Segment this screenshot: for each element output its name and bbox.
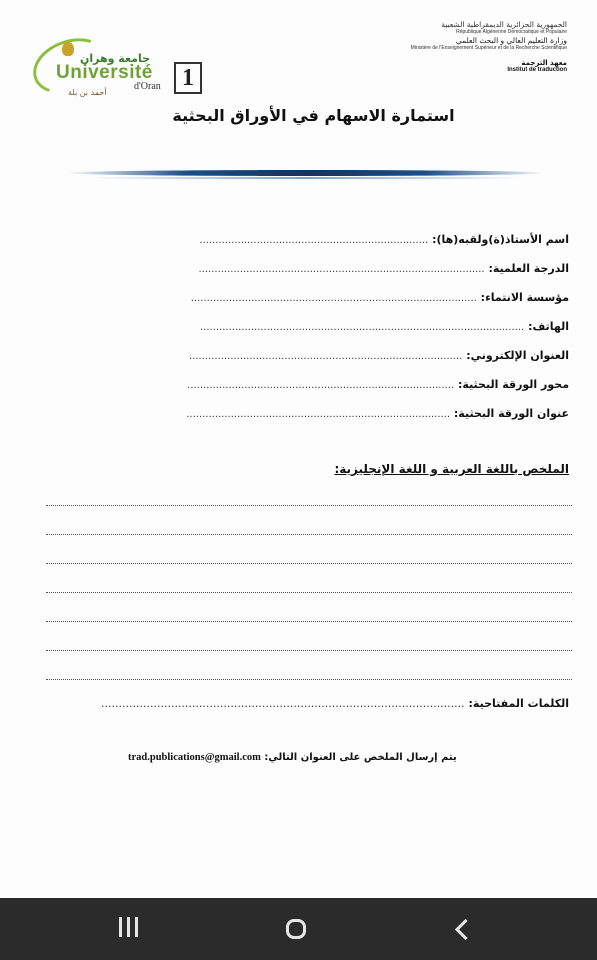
back-button[interactable]	[442, 912, 482, 946]
send-text: يتم إرسال الملخص على العنوان التالي:	[264, 752, 457, 763]
home-button[interactable]	[276, 912, 316, 946]
summary-line	[46, 592, 572, 593]
page-title: استمارة الاسهام في الأوراق البحثية	[172, 106, 455, 125]
field-dots: ......................................................................................................	[199, 322, 525, 333]
ministry-fr: Ministère de l'Enseignement Supérieur et de la Recherche Scientifique	[410, 45, 567, 51]
logo-number: 1	[174, 62, 202, 94]
recents-button[interactable]	[108, 912, 148, 946]
field-paper-title	[186, 407, 569, 420]
field-label: اسم الأستاذ(ة)ولقبه(ها):	[432, 233, 569, 246]
summary-heading: الملخص باللغة العربية و اللغة الإنجليزية:	[334, 462, 569, 476]
republic-ar: الجمهورية الجزائرية الديمقراطية الشعبية	[441, 20, 567, 29]
summary-line	[46, 679, 572, 680]
email-address: trad.publications@gmail.com	[128, 752, 261, 763]
logo-arabic-name: جامعة وهران	[80, 52, 151, 65]
field-keywords	[101, 697, 569, 710]
institute-ar: معهد الترجمة	[521, 59, 567, 67]
field-paper-axis	[187, 378, 569, 391]
field-label: الهاتف:	[528, 320, 569, 333]
android-navigation-bar	[0, 898, 597, 960]
keywords-label: الكلمات المفتاحية:	[468, 697, 569, 710]
keywords-dots: ........................................................................................................	[101, 697, 465, 710]
field-label: مؤسسة الانتماء:	[480, 291, 569, 304]
institute-fr: Institut de traduction	[507, 67, 567, 73]
summary-line	[46, 650, 572, 651]
decorative-divider	[66, 170, 546, 176]
university-logo	[32, 32, 202, 102]
field-label: العنوان الإلكتروني:	[466, 349, 569, 362]
field-email	[189, 349, 569, 362]
field-professor-name	[199, 233, 569, 246]
field-dots: ........................................................................	[199, 235, 429, 246]
send-instruction	[128, 752, 457, 763]
logo-university: Université	[56, 62, 153, 83]
official-header	[327, 20, 567, 73]
recents-icon	[116, 917, 140, 941]
field-dots: ..........................................................................................	[198, 264, 485, 275]
logo-city: d'Oran	[134, 81, 161, 92]
field-label: عنوان الورقة البحثية:	[453, 407, 569, 420]
field-academic-degree	[199, 262, 570, 275]
summary-line	[46, 534, 572, 535]
decorative-divider-shadow	[90, 177, 520, 179]
field-dots: ...................................................................................	[186, 409, 451, 420]
summary-line	[46, 505, 572, 506]
field-institution	[191, 291, 569, 304]
back-icon	[454, 918, 475, 939]
field-dots: ....................................................................................	[187, 380, 455, 391]
logo-subtitle: أحمد بن بلة	[68, 88, 107, 97]
field-label: الدرجة العلمية:	[488, 262, 569, 275]
field-dots: ......................................................................................	[188, 351, 463, 362]
field-phone	[200, 320, 569, 333]
summary-line	[46, 563, 572, 564]
ministry-ar: وزارة التعليم العالي و البحث العلمي	[455, 36, 567, 45]
bird-icon	[62, 42, 74, 56]
home-icon	[286, 919, 306, 939]
field-dots: ..........................................................................................	[190, 293, 477, 304]
republic-fr: République Algérienne Démocratique et Populaire	[456, 29, 567, 35]
field-label: محور الورقة البحثية:	[458, 378, 569, 391]
summary-line	[46, 621, 572, 622]
